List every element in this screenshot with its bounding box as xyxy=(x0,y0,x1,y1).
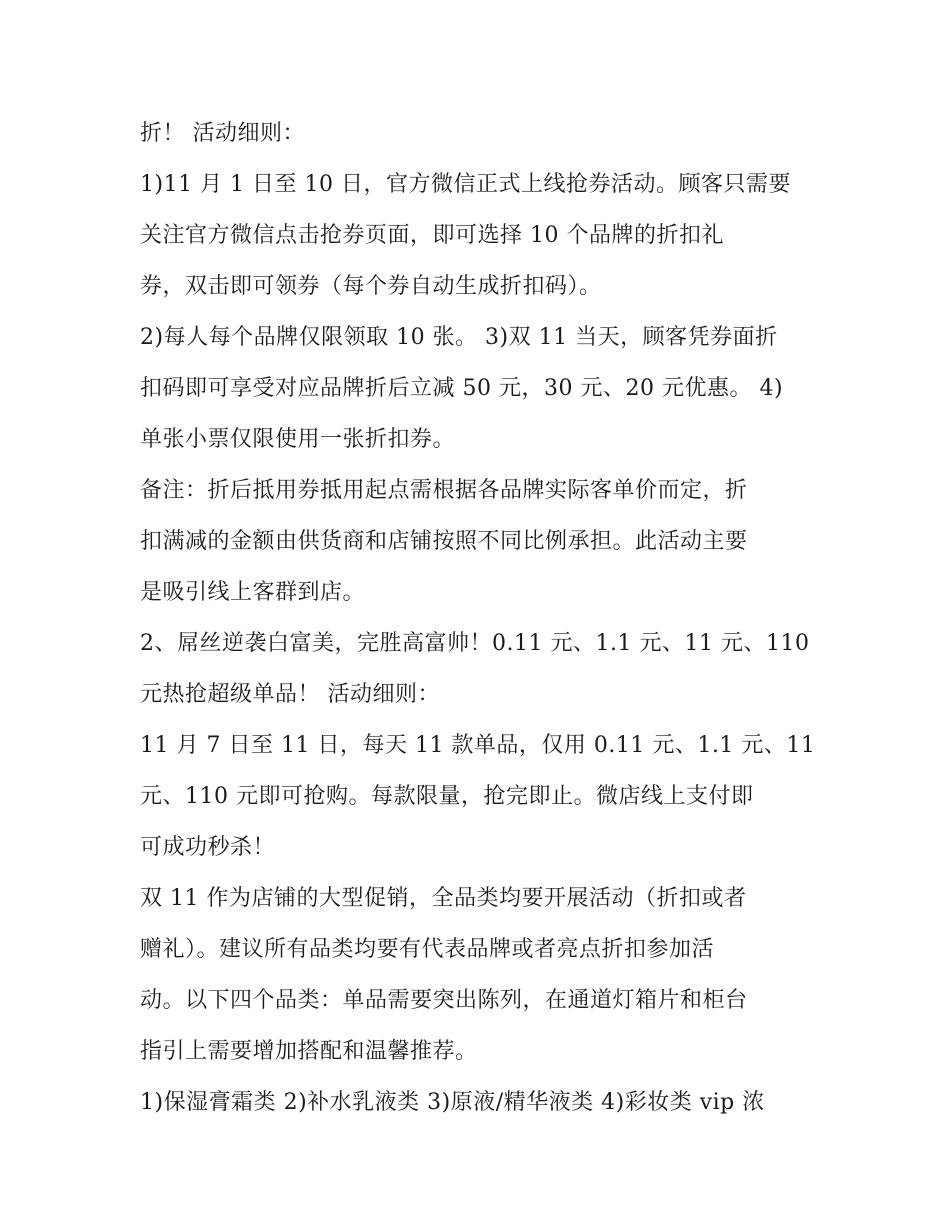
text-line: 2)每人每个品牌仅限领取 10 张。 3)双 11 当天，顾客凭券面折 xyxy=(140,325,778,350)
text-line: 1)保湿膏霜类 2)补水乳液类 3)原液/精华液类 4)彩妆类 vip 浓 xyxy=(140,1090,765,1115)
text-line: 单张小票仅限使用一张折扣券。 xyxy=(140,427,456,452)
text-line: 赠礼）。建议所有品类均要有代表品牌或者亮点折扣参加活 xyxy=(140,937,715,962)
text-line: 备注：折后抵用券抵用起点需根据各品牌实际客单价而定，折 xyxy=(140,478,748,503)
text-line: 2、屌丝逆袭白富美，完胜高富帅！0.11 元、1.1 元、11 元、110 xyxy=(140,631,810,656)
text-line: 元、110 元即可抢购。每款限量，抢完即止。微店线上支付即 xyxy=(140,784,754,809)
text-line: 折！ 活动细则： xyxy=(140,121,305,146)
text-line: 动。以下四个品类：单品需要突出陈列，在通道灯箱片和柜台 xyxy=(140,988,748,1013)
text-line: 双 11 作为店铺的大型促销，全品类均要开展活动（折扣或者 xyxy=(140,886,747,911)
text-line: 扣码即可享受对应品牌折后立减 50 元，30 元、20 元优惠。 4) xyxy=(140,376,784,401)
text-line: 是吸引线上客群到店。 xyxy=(140,580,366,605)
text-line: 11 月 7 日至 11 日，每天 11 款单品，仅用 0.11 元、1.1 元、11 xyxy=(140,733,816,758)
text-line: 指引上需要增加搭配和温馨推荐。 xyxy=(140,1039,478,1064)
text-line: 可成功秒杀！ xyxy=(140,835,276,860)
document-body xyxy=(140,108,830,1128)
text-line: 扣满减的金额由供货商和店铺按照不同比例承担。此活动主要 xyxy=(140,529,748,554)
text-line: 1)11 月 1 日至 10 日，官方微信正式上线抢券活动。顾客只需要 xyxy=(140,172,792,197)
text-line: 关注官方微信点击抢券页面，即可选择 10 个品牌的折扣礼 xyxy=(140,223,724,248)
text-line: 券，双击即可领券（每个券自动生成折扣码）。 xyxy=(140,274,602,299)
text-line: 元热抢超级单品！ 活动细则： xyxy=(140,682,440,707)
